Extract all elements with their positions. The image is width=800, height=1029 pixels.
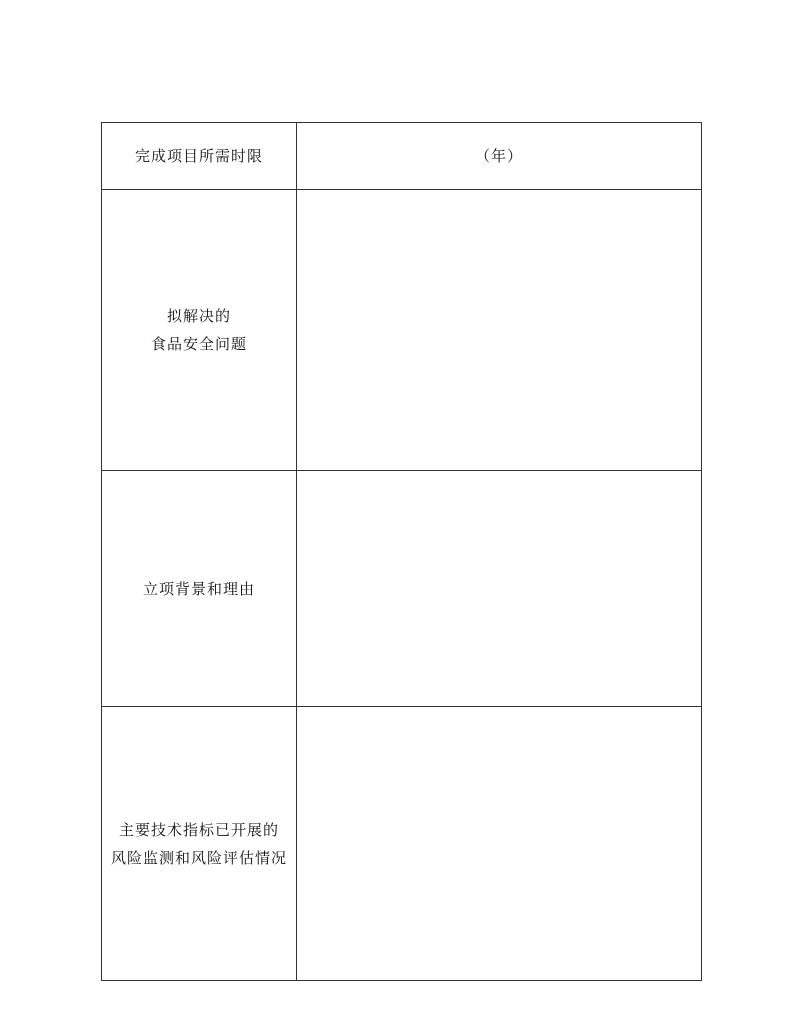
label-background-reason: [102, 471, 297, 707]
label-food-safety-problem-line-2: 食品安全问题: [150, 335, 247, 353]
field-background-reason[interactable]: [297, 471, 702, 707]
field-project-duration[interactable]: [297, 123, 702, 190]
form-row-risk-monitoring: [102, 707, 702, 981]
application-form-table: [101, 122, 702, 981]
field-risk-monitoring[interactable]: [297, 707, 702, 981]
label-food-safety-problem: [102, 190, 297, 471]
form-row-project-duration: [102, 123, 702, 190]
label-project-duration-text: 完成项目所需时限: [134, 147, 263, 165]
label-risk-monitoring-line-1: 主要技术指标已开展的: [118, 820, 279, 839]
label-risk-monitoring-line-2: 风险监测和风险评估情况: [110, 848, 287, 867]
form-row-food-safety-problem: [102, 190, 702, 471]
field-food-safety-problem[interactable]: [297, 190, 702, 471]
unit-years-text: （年）: [474, 147, 523, 165]
form-row-background-reason: [102, 471, 702, 707]
label-background-reason-text: 立项背景和理由: [142, 579, 255, 598]
label-food-safety-problem-line-1: 拟解决的: [166, 307, 231, 325]
label-risk-monitoring: [102, 707, 297, 981]
label-project-duration: [102, 123, 297, 190]
